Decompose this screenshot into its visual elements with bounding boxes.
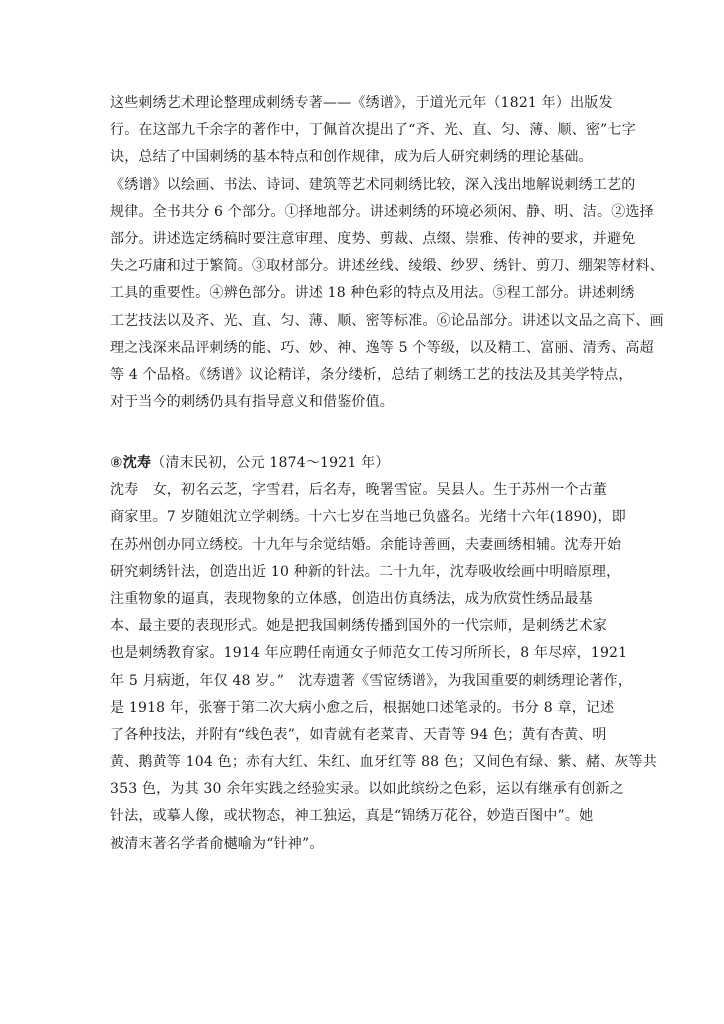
text-line: 研究刺绣针法，创造出近 10 种新的针法。二十九年，沈寿吸收绘画中明暗原理， <box>110 563 621 580</box>
text-line: 《绣谱》以绘画、书法、诗词、建筑等艺术同刺绣比较，深入浅出地解说刺绣工艺的 <box>110 176 636 193</box>
text-line: 注重物象的逼真，表现物象的立体感，创造出仿真绣法，成为欣赏性绣品最基 <box>110 590 593 607</box>
section-number: ⑧ <box>110 455 123 471</box>
text-line: 沈寿 女，初名云芝，字雪君，后名寿，晚署雪宧。吴县人。生于苏州一个古董 <box>110 482 607 499</box>
text-line: 部分。讲述选定绣稿时要注意审理、度势、剪裁、点缀、崇雅、传神的要求，并避免 <box>110 230 636 247</box>
text-line: 规律。全书共分 6 个部分。①择地部分。讲述刺绣的环境必须闲、静、明、洁。②选择 <box>110 203 654 220</box>
section-dates: （清末民初，公元 1874～1921 年） <box>151 455 390 471</box>
text-line: 被清末著名学者俞樾喻为“针神”。 <box>110 835 324 852</box>
text-line: 了各种技法，并附有“线色表”，如青就有老菜青、天青等 94 色；黄有杏黄、明 <box>110 726 607 743</box>
xiupu-paragraph <box>110 90 664 416</box>
text-line: 行。在这部九千余字的著作中，丁佩首次提出了“齐、光、直、匀、薄、顺、密”七字 <box>110 122 636 139</box>
text-line: 年 5 月病逝，年仅 48 岁。” 沈寿遗著《雪宧绣谱》，为我国重要的刺绣理论著作， <box>110 672 633 689</box>
text-line: 理之浅深来品评刺绣的能、巧、妙、神、逸等 5 个等级，以及精工、富丽、清秀、高超 <box>110 339 654 356</box>
text-line: 针法，或摹人像，或状物态，神工独运，真是“锦绣万花谷，妙造百图中”。她 <box>110 808 594 825</box>
section-heading <box>110 450 630 477</box>
text-line: 353 色，为其 30 余年实践之经验实录。以如此缤纷之色彩，运以有继承有创新之 <box>110 781 624 798</box>
text-line: 对于当今的刺绣仍具有指导意义和借鉴价值。 <box>110 394 394 411</box>
text-line: 也是刺绣教育家。1914 年应聘任南通女子师范女工传习所所长，8 年尽瘁，1921 <box>110 645 628 662</box>
text-line: 是 1918 年，张謇于第二次大病小愈之后，根据她口述笔录的。书分 8 章，记述 <box>110 699 615 716</box>
text-line: 黄、鹅黄等 104 色；赤有大红、朱红、血牙红等 88 色；又间色有绿、紫、赭、灰等共 <box>110 754 657 771</box>
section-name: 沈寿 <box>122 455 152 471</box>
text-line: 这些刺绣艺术理论整理成刺绣专著——《绣谱》，于道光元年（1821 年）出版发 <box>110 95 613 111</box>
text-line: 商家里。7 岁随姐沈立学刺绣。十六七岁在当地已负盛名。光绪十六年(1890)，即 <box>110 509 626 526</box>
text-line: 在苏州创办同立绣校。十九年与余觉结婚。余能诗善画，夫妻画绣相辅。沈寿开始 <box>110 536 622 553</box>
text-line: 工具的重要性。④辨色部分。讲述 18 种色彩的特点及用法。⑤程工部分。讲述刺绣 <box>110 285 635 302</box>
text-line: 失之巧庸和过于繁简。③取材部分。讲述丝线、绫缎、纱罗、绣针、剪刀、绷架等材料、 <box>110 258 664 275</box>
text-line: 诀，总结了中国刺绣的基本特点和创作规律，成为后人研究刺绣的理论基础。 <box>110 149 593 166</box>
text-line: 工艺技法以及齐、光、直、匀、薄、顺、密等标准。⑥论品部分。讲述以文品之高下、画 <box>110 312 664 329</box>
text-line: 本、最主要的表现形式。她是把我国刺绣传播到国外的一代宗师，是刺绣艺术家 <box>110 618 607 635</box>
shen-shou-section <box>110 450 657 858</box>
text-line: 等 4 个品格。《绣谱》议论精详，条分缕析，总结了刺绣工艺的技法及其美学特点， <box>110 366 633 383</box>
